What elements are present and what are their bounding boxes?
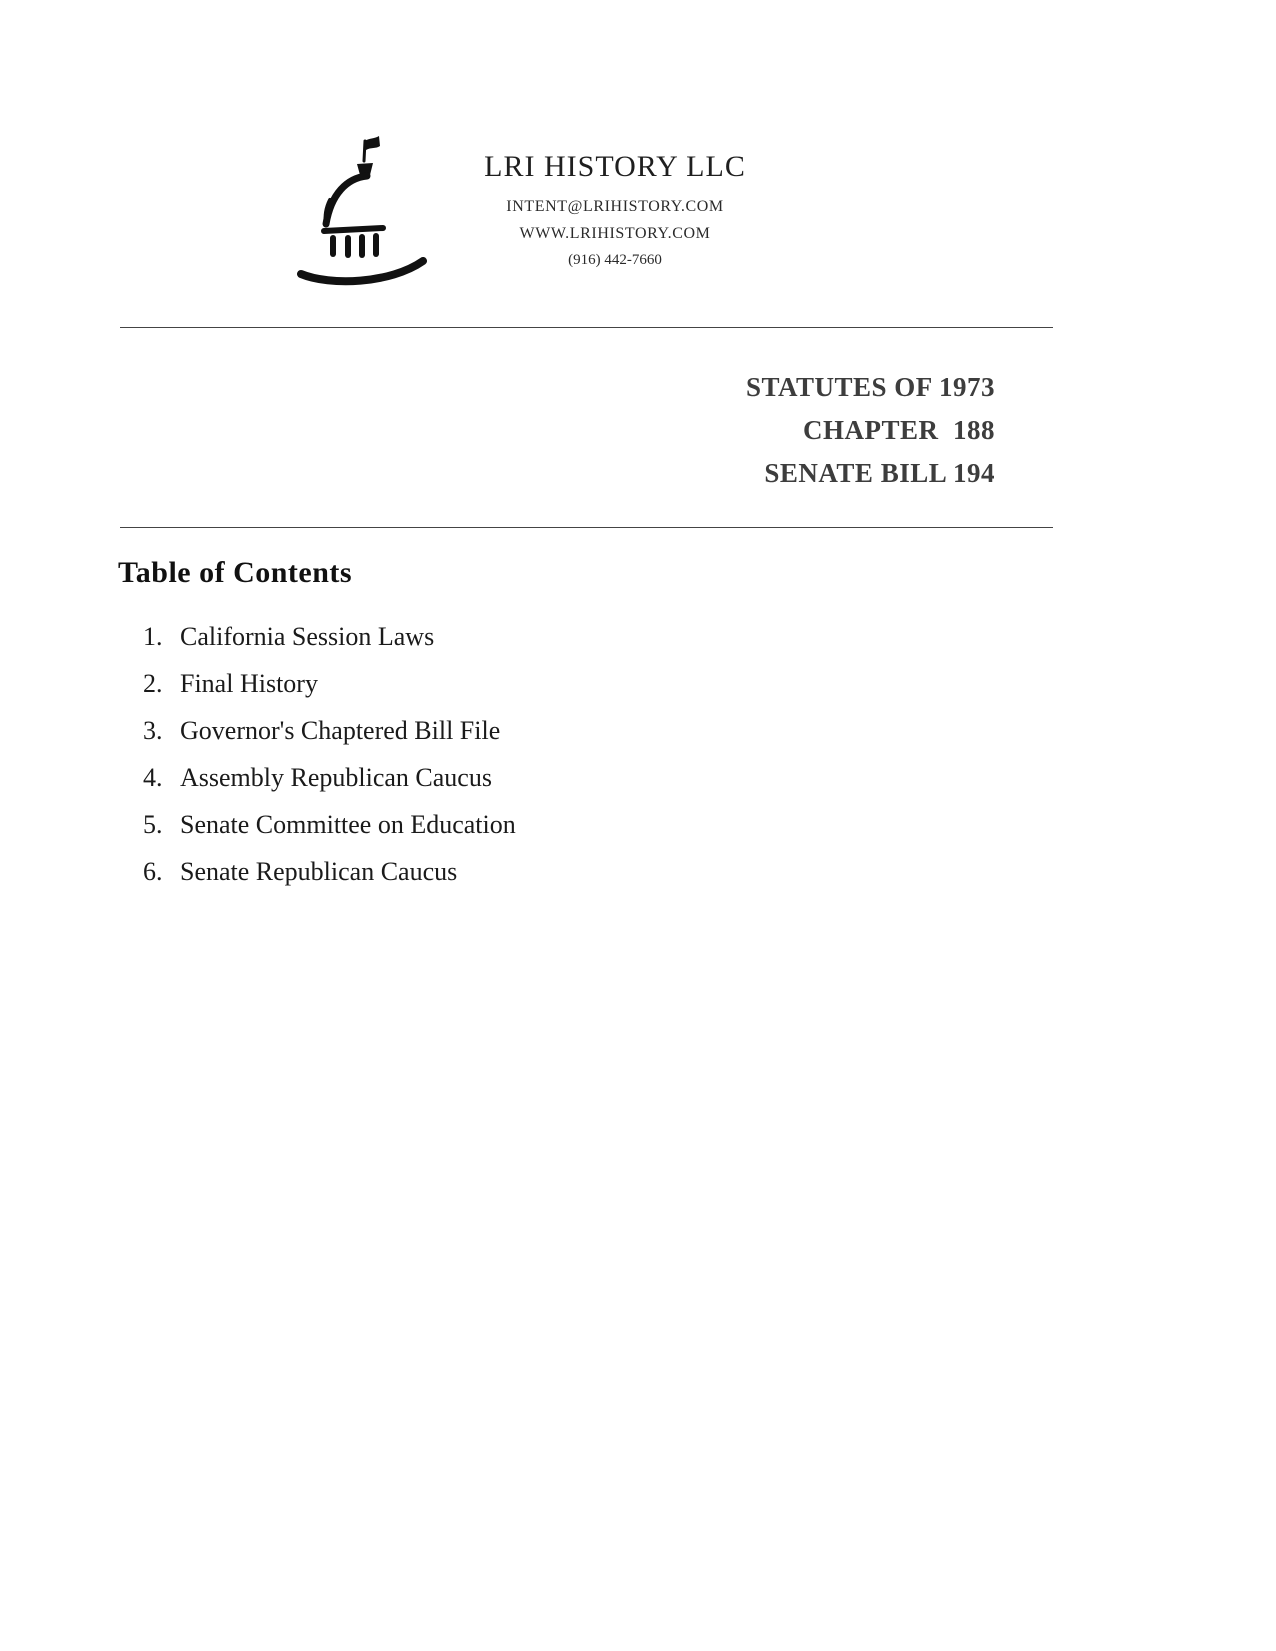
toc-item-label: Assembly Republican Caucus (180, 763, 492, 792)
toc-item-number: 6. (143, 857, 163, 886)
toc-item-number: 5. (143, 810, 163, 839)
toc-item-number: 2. (143, 669, 163, 698)
company-website: WWW.LRIHISTORY.COM (519, 225, 711, 242)
toc-item-number: 1. (143, 622, 163, 651)
chapter-line: CHAPTER 188 (802, 415, 995, 445)
toc-list (143, 622, 943, 904)
company-email: INTENT@LRIHISTORY.COM (506, 198, 724, 215)
toc-item-number: 3. (143, 716, 163, 745)
statute-title-block (400, 366, 995, 495)
divider-top (120, 327, 1053, 328)
toc-item (143, 622, 943, 669)
toc-item (143, 716, 943, 763)
toc-heading: Table of Contents (118, 556, 353, 589)
statutes-line: STATUTES OF 1973 (745, 372, 995, 402)
toc-item (143, 857, 943, 904)
letterhead (455, 150, 775, 269)
capitol-dome-logo (295, 128, 440, 293)
company-phone: (916) 442-7660 (568, 252, 662, 268)
toc-item-label: Final History (180, 669, 318, 698)
toc-item-number: 4. (143, 763, 163, 792)
company-name: LRI HISTORY LLC (484, 150, 746, 183)
toc-item-label: Senate Committee on Education (180, 810, 516, 839)
toc-item (143, 669, 943, 716)
toc-item-label: California Session Laws (180, 622, 435, 651)
toc-item (143, 763, 943, 810)
senate-bill-line: SENATE BILL 194 (764, 458, 995, 488)
toc-item-label: Governor's Chaptered Bill File (180, 716, 501, 745)
toc-item (143, 810, 943, 857)
divider-bottom (120, 527, 1053, 528)
toc-item-label: Senate Republican Caucus (180, 857, 458, 886)
